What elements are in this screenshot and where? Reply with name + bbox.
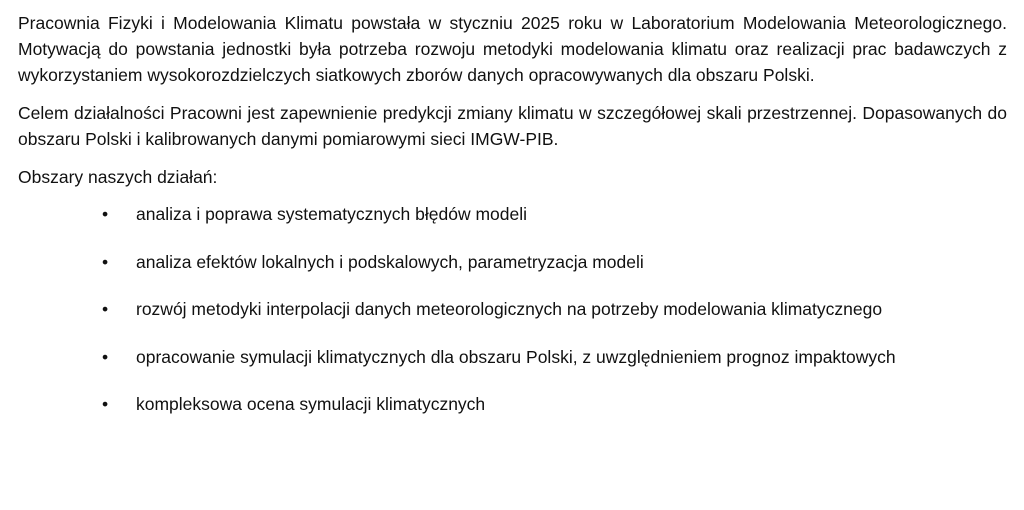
list-item [18,249,1007,275]
list-item [18,201,1007,227]
list-item [18,391,1007,417]
list-item-text: analiza efektów lokalnych i podskalowych, parametryzacja modeli [136,251,644,272]
activities-heading: Obszary naszych działań: [18,167,218,187]
goal-paragraph: Celem działalności Pracowni jest zapewnienie predykcji zmiany klimatu w szczegółowej skali przestrzennej. Dopasowanych do obszaru Polski i kalibrowanych danymi pomiarowymi sieci IMGW-PIB. [18,103,1007,149]
list-item [18,296,1007,322]
activities-list [18,201,1007,417]
bullet-icon: • [102,299,109,319]
bullet-icon: • [102,394,109,414]
list-item-text: opracowanie symulacji klimatycznych dla obszaru Polski, z uwzględnieniem prognoz impaktowych [136,346,896,367]
list-item-text: analiza i poprawa systematycznych błędów modeli [136,204,528,224]
bullet-icon: • [102,204,109,224]
list-item-text: kompleksowa ocena symulacji klimatycznych [136,394,486,414]
bullet-icon: • [102,346,109,367]
list-item-text: rozwój metodyki interpolacji danych meteorologicznych na potrzeby modelowania klimatycznego [136,299,883,319]
list-item [18,344,1007,370]
intro-paragraph: Pracownia Fizyki i Modelowania Klimatu powstała w styczniu 2025 roku w Laboratorium Modelowania Meteorologicznego. Motywacją do powstania jednostki była potrzeba rozwoju metodyki modelowania klimatu oraz realizacji prac badawczych z wykorzystaniem wysokorozdzielczych siatkowych zborów danych opracowywanych dla obszaru Polski. [18,13,1007,85]
bullet-icon: • [102,251,109,272]
